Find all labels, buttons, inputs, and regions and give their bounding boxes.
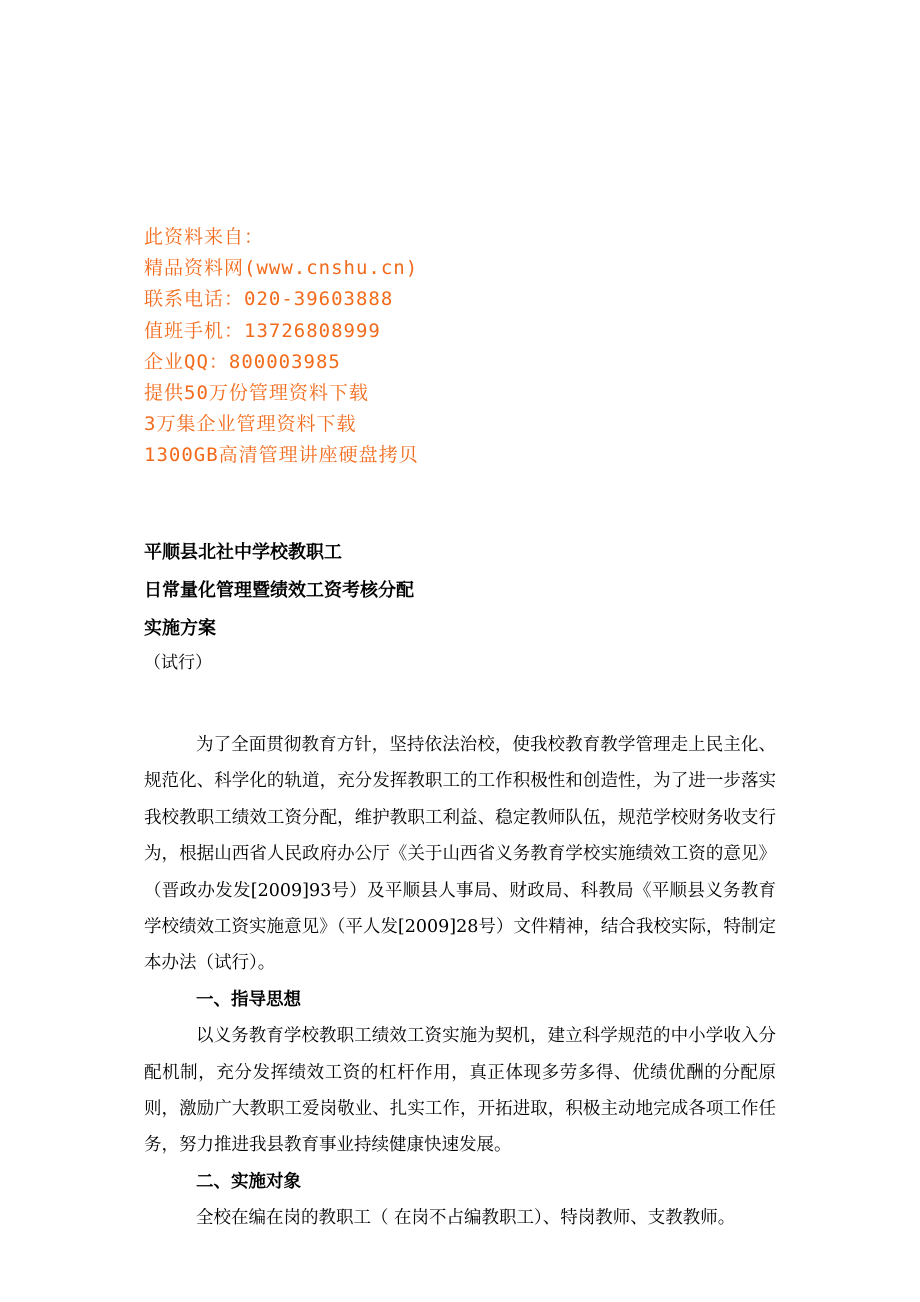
document-title-line-3: 实施方案	[144, 618, 216, 639]
promo-source-line: 此资料来自：	[144, 226, 265, 248]
document-subtitle: （试行）	[144, 653, 212, 673]
section-body-guiding-principle: 以义务教育学校教职工绩效工资实施为契机，建立科学规范的中小学收入分配机制，充分发挥绩效工资的杠杆作用，真正体现多劳多得、优绩优酬的分配原则，激励广大教职工爱岗敬业、扎实工作，开拓进取，积极主动地完成各项工作任务，努力推进我县教育事业持续健康快速发展。	[144, 1026, 776, 1156]
document-body	[144, 727, 776, 1237]
promo-offer-line-3: 1300GB高清管理讲座硬盘拷贝	[144, 444, 419, 467]
document-title-line-1: 平顺县北社中学校教职工	[144, 542, 342, 563]
document-title-line-2: 日常量化管理暨绩效工资考核分配	[144, 580, 414, 601]
promo-qq-line: 企业QQ：800003985	[144, 350, 341, 373]
promo-mobile-line: 值班手机：13726808999	[144, 319, 381, 342]
intro-paragraph: 为了全面贯彻教育方针，坚持依法治校，使我校教育教学管理走上民主化、规范化、科学化的轨道，充分发挥教职工的工作积极性和创造性，为了进一步落实我校教职工绩效工资分配，维护教职工利益、稳定教师队伍，规范学校财务收支行为，根据山西省人民政府办公厅《关于山西省义务教育学校实施绩效工资的意见》（晋政办发发[2009]93号）及平顺县人事局、财政局、科教局《平顺县义务教育学校绩效工资实施意见》（平人发[2009]28号）文件精神，结合我校实际，特制定本办法（试行）。	[144, 735, 776, 974]
section-heading-target: 二、实施对象	[196, 1171, 301, 1192]
section-heading-guiding-principle: 一、指导思想	[196, 989, 301, 1010]
section-body-target: 全校在编在岗的教职工（ 在岗不占编教职工）、特岗教师、支教教师。	[196, 1208, 736, 1229]
promo-block	[144, 222, 644, 472]
document-title-block	[144, 534, 764, 678]
promo-offer-line-2: 3万集企业管理资料下载	[144, 413, 357, 436]
promo-offer-line-1: 提供50万份管理资料下载	[144, 381, 369, 404]
promo-website-line: 精品资料网(www.cnshu.cn)	[144, 257, 419, 280]
promo-phone-line: 联系电话：020-39603888	[144, 288, 394, 311]
